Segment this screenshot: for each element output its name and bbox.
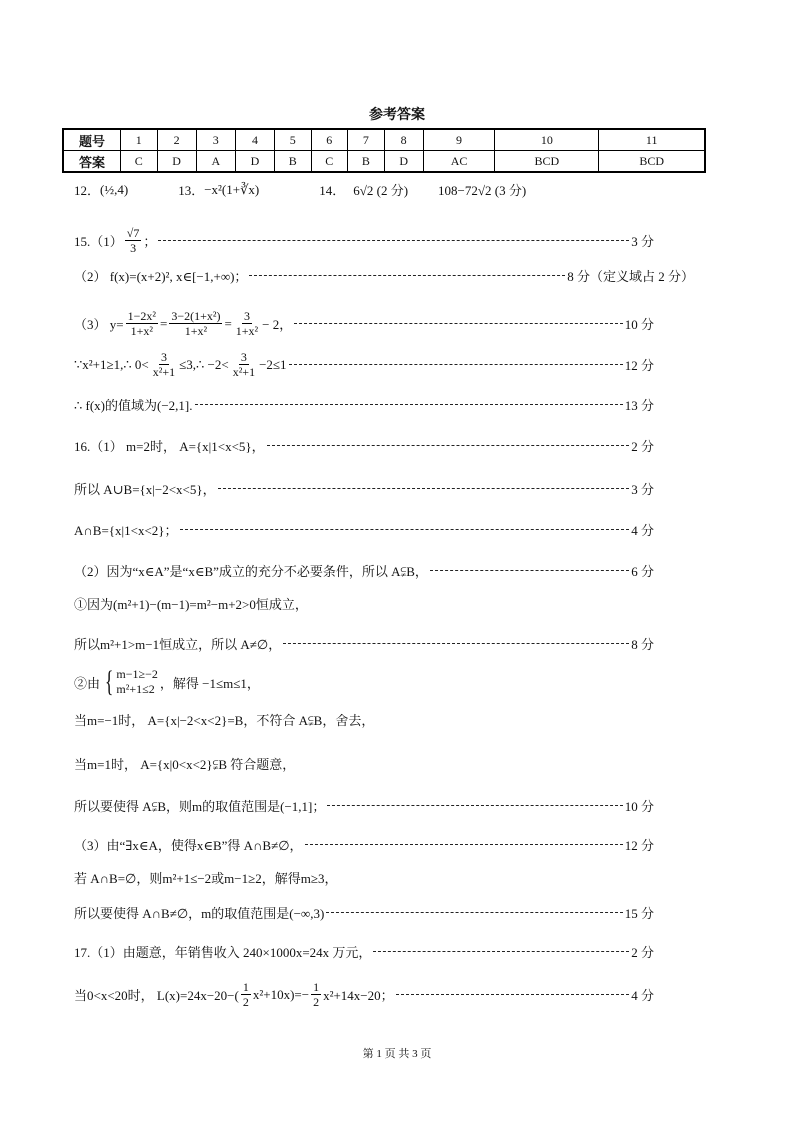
text-segment: ； (143, 234, 157, 249)
dashed-leader (267, 445, 630, 446)
text-segment: ∵x²+1≥1,∴ 0< (74, 356, 149, 372)
brace-icon: { (104, 665, 114, 698)
text-segment: 所以m²+1>m−1恒成立，所以 A≠∅， (74, 637, 282, 652)
score-label: 3 分 (631, 234, 654, 249)
solution-line (74, 710, 654, 729)
answer-table (62, 128, 706, 173)
text-segment: 当0<x<20时， L(x)=24x−20−( (74, 988, 239, 1003)
text-segment: ②由 (74, 675, 101, 691)
answer-value: 108−72√2 (3 分) (438, 183, 527, 198)
text-segment: x²+10x)=− (252, 986, 310, 1002)
row-label: 答案 (63, 151, 121, 173)
text-segment: 16.（1） m=2时， A={x|1<x<5}， (74, 439, 265, 454)
solution-line (74, 754, 654, 773)
solution-line (74, 634, 654, 653)
fraction (169, 309, 222, 338)
score-label: 6 分 (631, 564, 654, 579)
dashed-leader (283, 643, 629, 644)
score-label: 12 分 (624, 358, 654, 373)
question-number-cell: 3 (196, 129, 235, 151)
answer-cell: D (384, 151, 423, 173)
solution-line (74, 479, 654, 498)
text-segment: （3） y= (74, 317, 124, 332)
answer-label: 12． (74, 183, 101, 198)
numerator: 1−2x² (127, 309, 156, 323)
numerator: √7 (126, 226, 140, 240)
dashed-leader (180, 529, 630, 530)
text-segment: = (224, 315, 232, 331)
fraction (125, 226, 142, 255)
row-label: 题号 (63, 129, 121, 151)
numerator: 1 (313, 980, 320, 994)
numerator: 3 (160, 350, 167, 364)
fraction (151, 350, 177, 379)
answer-cell: A (196, 151, 235, 173)
solution-line (74, 667, 654, 697)
answer-cell: C (121, 151, 158, 173)
score-label: 10 分 (624, 799, 654, 814)
score-label: 4 分 (631, 988, 654, 1003)
dashed-leader (305, 844, 623, 845)
dashed-leader (294, 323, 622, 324)
text-segment: 若 A∩B=∅，则m²+1≤−2或m−1≥2，解得m≥3， (74, 871, 338, 886)
text-segment: x²+14x−20； (323, 988, 394, 1003)
text-segment: 17.（1）由题意，年销售收入 240×1000x=24x 万元， (74, 945, 372, 960)
denominator: 1+x² (130, 324, 153, 338)
answer-cell: AC (423, 151, 495, 173)
question-number-cell: 10 (495, 129, 599, 151)
numerator: 1 (242, 980, 249, 994)
dashed-leader (249, 275, 565, 276)
answer-value: (½,4) (100, 181, 129, 197)
solution-line (74, 226, 654, 255)
score-label: 8 分 (631, 637, 654, 652)
score-label: 2 分 (631, 945, 654, 960)
fraction (126, 309, 158, 338)
score-label: 8 分（定义域占 2 分） (567, 269, 694, 284)
dashed-leader (289, 364, 623, 365)
score-label: 13 分 (624, 398, 654, 413)
text-segment: −2≤1 (259, 356, 287, 372)
equation-system (102, 667, 158, 697)
dashed-leader (326, 912, 622, 913)
denominator: 1+x² (235, 324, 259, 338)
score-label: 10 分 (624, 317, 654, 332)
answer-cell: D (235, 151, 274, 173)
text-segment: − 2， (262, 317, 293, 332)
score-label: 4 分 (631, 523, 654, 538)
question-number-row (63, 129, 705, 151)
text-segment: 当m=1时， A={x|0<x<2}⫋B 符合题意， (74, 757, 296, 772)
dashed-leader (158, 240, 629, 241)
score-label: 12 分 (624, 838, 654, 853)
fraction (311, 980, 321, 1009)
answer-row (63, 151, 705, 173)
solution-line (74, 796, 654, 815)
denominator: 1+x² (184, 324, 208, 338)
denominator: 2 (313, 995, 320, 1009)
dashed-leader (218, 488, 630, 489)
dashed-leader (396, 994, 630, 995)
text-segment: 当m=−1时， A={x|−2<x<2}=B，不符合 A⫋B，舍去， (74, 713, 375, 728)
numerator: 3 (243, 309, 250, 323)
question-number-cell: 1 (121, 129, 158, 151)
text-segment: A∩B={x|1<x<2}； (74, 523, 178, 538)
text-segment: ，解得 −1≤m≤1， (159, 675, 260, 691)
solution-line (74, 436, 654, 455)
text-segment: ∴ f(x)的值域为(−2,1]. (74, 398, 193, 413)
dashed-leader (327, 805, 622, 806)
text-segment: （2）因为“x∈A”是“x∈B”成立的充分不必要条件，所以 A⫋B， (74, 564, 428, 579)
text-segment: 所以要使得 A⫋B，则m的取值范围是(−1,1]； (74, 799, 326, 814)
system-row: m²+1≤2 (116, 682, 155, 696)
text-segment: 15.（1） (74, 234, 123, 249)
system-rows (116, 667, 157, 697)
answer-cell: BCD (495, 151, 599, 173)
solution-line (74, 835, 654, 854)
solution-line (74, 594, 654, 613)
system-row: m−1≥−2 (116, 667, 158, 681)
dashed-leader (373, 951, 629, 952)
question-number-cell: 8 (384, 129, 423, 151)
score-label: 15 分 (624, 906, 654, 921)
answer-cell: B (348, 151, 385, 173)
denominator: 3 (130, 241, 137, 255)
solution-line (74, 266, 694, 285)
text-segment: = (159, 315, 168, 331)
fraction (241, 980, 251, 1009)
dashed-leader (430, 570, 629, 571)
fill-in-answers (74, 180, 654, 199)
solution-line (74, 309, 654, 338)
text-segment: ①因为(m²+1)−(m−1)=m²−m+2>0恒成立， (74, 597, 308, 612)
answer-cell: D (157, 151, 196, 173)
question-number-cell: 6 (311, 129, 348, 151)
answer-label: 13． (178, 183, 205, 198)
dashed-leader (195, 404, 623, 405)
solution-line (74, 868, 654, 887)
solution-line (74, 350, 654, 379)
question-number-cell: 7 (348, 129, 385, 151)
solution-line (74, 980, 654, 1009)
question-number-cell: 4 (235, 129, 274, 151)
fraction (231, 350, 257, 379)
answer-cell: C (311, 151, 348, 173)
answer-cell: B (275, 151, 312, 173)
answer-value: −x²(1+∛x) (204, 181, 260, 197)
score-label: 3 分 (631, 482, 654, 497)
answer-cell: BCD (599, 151, 705, 173)
question-number-cell: 2 (157, 129, 196, 151)
denominator: 2 (242, 995, 249, 1009)
solution-line (74, 561, 654, 580)
text-segment: ≤3,∴ −2< (179, 356, 229, 372)
question-number-cell: 5 (275, 129, 312, 151)
solution-line (74, 520, 654, 539)
solution-line (74, 942, 654, 961)
text-segment: （2） f(x)=(x+2)², x∈[−1,+∞)； (74, 269, 248, 284)
score-label: 2 分 (631, 439, 654, 454)
text-segment: （3）由“∃x∈A，使得x∈B”得 A∩B≠∅， (74, 838, 303, 853)
answer-value: 6√2 (2 分) (353, 183, 409, 198)
numerator: 3−2(1+x²) (171, 309, 221, 323)
question-number-cell: 11 (599, 129, 705, 151)
numerator: 3 (240, 350, 247, 364)
question-number-cell: 9 (423, 129, 495, 151)
solution-line (74, 903, 654, 922)
denominator: x²+1 (152, 365, 176, 379)
text-segment: 所以要使得 A∩B≠∅，m的取值范围是(−∞,3) (74, 906, 325, 921)
text-segment: 所以 A∪B={x|−2<x<5}， (74, 482, 216, 497)
denominator: x²+1 (232, 365, 256, 379)
page-title: 参考答案 (369, 107, 425, 123)
solution-line (74, 395, 654, 414)
fraction (234, 309, 260, 338)
answer-label: 14． (319, 183, 346, 198)
page-footer: 第 1 页 共 3 页 (362, 1048, 432, 1060)
